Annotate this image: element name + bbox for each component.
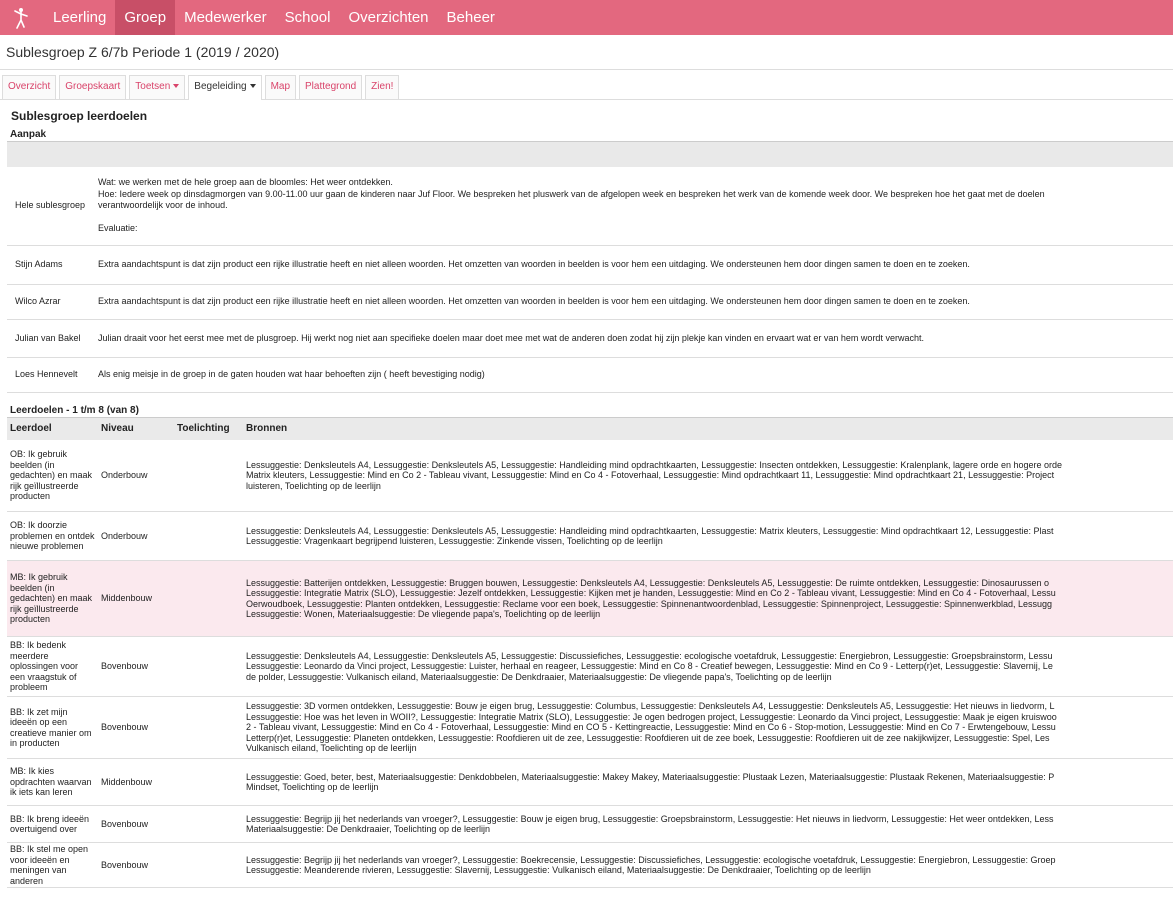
aanpak-row [7,320,1173,358]
table-row[interactable] [7,512,1173,561]
leerdoelen-table [7,417,1173,888]
niveau-cell: Bovenbouw [98,843,174,888]
bron-line: Letterp(r)et, Lessuggestie: Planeten ontdekken, Lessuggestie: Roofdieren uit de zee, Lessuggestie: Roofdieren uit de zee boek, Lessuggestie: Roofdieren uit de zee nakijkwijzer, Lessuggestie: Spel, Les [246,732,1050,743]
leerdoel-cell: BB: Ik bedenk meerdere oplossingen voor een vraagstuk of probleem [7,637,98,697]
tab-overzicht[interactable] [2,75,56,99]
aanpak-row [7,285,1173,320]
toelichting-cell [174,561,243,637]
bronnen-cell [243,637,1173,697]
aanpak-line: Als enig meisje in de groep in de gaten houden wat haar behoeften zijn ( heeft bevestiging nodig) [98,369,485,380]
bron-line: Lessuggestie: Goed, beter, best, Materiaalsuggestie: Denkdobbelen, Materiaalsuggestie: Makey Makey, Materiaalsuggestie: Plustaak Lezen, Materiaalsuggestie: Plustaak Rekenen, Materiaalsuggestie: P [246,771,1055,782]
aanpak-text [92,358,1173,392]
bron-line: Lessuggestie: Meanderende rivieren, Lessuggestie: Slavernij, Lessuggestie: Vulkanisch eiland, Materiaalsuggestie: De Denkdraaier, Toelichting op de leerlijn [246,865,871,875]
leerdoel-cell: MB: Ik kies opdrachten waarvan ik iets kan leren [7,759,98,806]
table-header-row [7,418,1173,440]
toelichting-cell [174,806,243,843]
section-title: Sublesgroep leerdoelen [11,109,148,123]
niveau-cell: Bovenbouw [98,637,174,697]
bron-line: Lessuggestie: Denksleutels A4, Lessuggestie: Denksleutels A5, Lessuggestie: Discussiefiches, Lessuggestie: ecologische voetafdruk, Lessuggestie: Energiebron, Lessuggestie: Groepsbrainstorm, Lessu [246,650,1053,661]
niveau-cell: Onderbouw [98,440,174,512]
tab-plattegrond[interactable] [299,75,362,99]
nav-item-beheer[interactable]: Beheer [446,9,495,26]
bron-line: Lessuggestie: Begrijp jij het nederlands van vroeger?, Lessuggestie: Bouw je eigen brug, Lessuggestie: Groepsbrainstorm, Lessuggestie: Het nieuws in liedvorm, Lessuggestie: Het weer ontdekken, Less [246,813,1054,824]
tab-toetsen[interactable] [129,75,185,99]
student-name: Wilco Azrar [15,296,61,307]
aanpak-row [7,358,1173,393]
toelichting-cell [174,637,243,697]
leerdoel-cell: OB: Ik gebruik beelden (in gedachten) en maak rijk geïllustreerde producten [7,440,98,512]
student-name: Stijn Adams [15,259,63,270]
aanpak-list [7,167,1173,393]
leerdoel-cell: BB: Ik breng ideeën overtuigend over [7,806,98,843]
bron-line: Mindset, Toelichting op de leerlijn [246,782,379,792]
table-row[interactable] [7,759,1173,806]
aanpak-text-lines [98,259,970,271]
bron-line: Lessuggestie: Leonardo da Vinci project, Lessuggestie: Luister, herhaal en reageer, Lessuggestie: Mind en Co 8 - Creatief bewegen, Lessuggestie: Mind en Co 9 - Letterp(r)et, Lessuggestie: Slavernij, Le [246,661,1053,672]
bronnen-cell [243,561,1173,637]
bronnen-cell [243,512,1173,561]
bron-line: Lessuggestie: Hoe was het leven in WOII?, Lessuggestie: Integratie Matrix (SLO), Lessuggestie: Je ogen bedrogen project, Lessuggestie: Leonardo da Vinci project, Lessuggestie: Maak je eigen kruiswoo [246,711,1057,722]
aanpak-text-lines [98,177,1045,235]
tab-label: Toetsen [135,81,171,92]
aanpak-line: Evaluatie: [98,223,138,234]
dancer-logo-icon[interactable] [10,7,32,29]
aanpak-row [7,167,1173,246]
niveau-cell: Middenbouw [98,561,174,637]
aanpak-text [92,246,1173,284]
bron-line: 2 - Tableau vivant, Lessuggestie: Mind en Co 4 - Fotoverhaal, Lessuggestie: Mind en CO 5 - Kettingreactie, Lessuggestie: Mind en Co 6 - Stop-motion, Lessuggestie: Mind en Co 7 - Erwtengebouw, Lessu [246,722,1056,733]
aanpak-text-lines [98,369,485,381]
tab-begeleiding[interactable] [188,75,261,100]
tab-groepskaart[interactable] [59,75,126,99]
bron-line: Lessuggestie: Denksleutels A4, Lessuggestie: Denksleutels A5, Lessuggestie: Handleiding mind opdrachtkaarten, Lessuggestie: Insecten ontdekken, Lessuggestie: Kralenplank, lagere orde en hogere orde [246,459,1063,470]
table-row[interactable] [7,843,1173,888]
bron-line: Lessuggestie: 3D vormen ontdekken, Lessuggestie: Bouw je eigen brug, Lessuggestie: Columbus, Lessuggestie: Denksleutels A4, Lessuggestie: Denksleutels A5, Lessuggestie: Het nieuws in liedvorm, L [246,701,1055,712]
bron-line: Matrix kleuters, Lessuggestie: Mind en Co 2 - Tableau vivant, Lessuggestie: Mind en Co 4 - Fotoverhaal, Lessuggestie: Mind opdrachtkaart 11, Lessuggestie: Mind opdrachtkaart 21, Lessuggestie: Project [246,470,1055,480]
bronnen-cell [243,440,1173,512]
main-content [0,108,1173,888]
bron-line: Vulkanisch eiland, Toelichting op de leerlijn [246,743,417,754]
bron-line: luisteren, Toelichting op de leerlijn [246,480,381,491]
leerdoel-cell: BB: Ik stel me open voor ideeën en meningen van anderen [7,843,98,888]
table-row[interactable] [7,637,1173,697]
tab-label: Plattegrond [305,81,357,92]
toelichting-cell [174,697,243,759]
top-navigation [0,0,1173,35]
bron-line: Lessuggestie: Batterijen ontdekken, Lessuggestie: Bruggen bouwen, Lessuggestie: Denksleutels A4, Lessuggestie: Denksleutels A5, Lessuggestie: De ruimte ontdekken, Lessuggestie: Dinosaurussen o [246,577,1050,588]
table-row[interactable] [7,697,1173,759]
bron-line: Materiaalsuggestie: De Denkdraaier, Toelichting op de leerlijn [246,824,490,834]
toelichting-cell [174,512,243,561]
bronnen-cell [243,759,1173,806]
nav-item-groep[interactable]: Groep [115,0,175,35]
student-name: Hele sublesgroep [15,200,86,211]
aanpak-text [92,167,1173,245]
tab-map[interactable] [265,75,296,99]
column-header-niveau[interactable]: Niveau [98,418,174,440]
niveau-cell: Bovenbouw [98,806,174,843]
column-header-toelichting[interactable]: Toelichting [174,418,243,440]
bron-line: Oerwoudboek, Lessuggestie: Planten ontdekken, Lessuggestie: Reclame voor een boek, Lessuggestie: Spinnenantwoordenblad, Lessuggestie: Spinnenproject, Lessuggestie: Spinnenwerkblad, Lessugg [246,598,1053,609]
aanpak-line [98,212,1045,224]
nav-item-overzichten[interactable]: Overzichten [348,9,429,26]
leerdoelen-title: Leerdoelen - 1 t/m 8 (van 8) [10,405,139,416]
aanpak-text [92,285,1173,319]
nav-item-school[interactable]: School [284,9,331,26]
aanpak-text-lines [98,333,924,345]
student-name: Loes Hennevelt [15,369,78,380]
column-header-leerdoel[interactable]: Leerdoel [7,418,98,440]
tab-label: Overzicht [8,81,51,92]
aanpak-header-bar [7,141,1173,167]
table-row[interactable] [7,561,1173,637]
toelichting-cell [174,440,243,512]
bron-line: Lessuggestie: Vragenkaart begrijpend luisteren, Lessuggestie: Zinkende vissen, Toelichting op de leerlijn [246,536,663,546]
leerdoel-cell: OB: Ik doorzie problemen en ontdek nieuwe problemen [7,512,98,561]
aanpak-text-lines [98,296,970,308]
bron-line: Lessuggestie: Denksleutels A4, Lessuggestie: Denksleutels A5, Lessuggestie: Handleiding mind opdrachtkaarten, Lessuggestie: Matrix kleuters, Lessuggestie: Mind opdrachtkaart 12, Lessuggestie: Plast [246,525,1054,536]
tab-label: Begeleiding [194,81,247,92]
leerdoel-cell: MB: Ik gebruik beelden (in gedachten) en maak rijk geïllustreerde producten [7,561,98,637]
aanpak-line: Extra aandachtspunt is dat zijn product een rijke illustratie heeft en niet alleen woorden. Het omzetten van woorden in beelden is voor hem een uitdaging. We ondersteunen hem door dingen samen te doen en te zoeken. [98,259,970,270]
tab-label: Map [270,81,291,92]
bron-line: Lessuggestie: Begrijp jij het nederlands van vroeger?, Lessuggestie: Boekrecensie, Lessuggestie: Discussiefiches, Lessuggestie: ecologische voetafdruk, Lessuggestie: Energiebron, Lessuggestie: Groep [246,854,1056,865]
niveau-cell: Middenbouw [98,759,174,806]
nav-item-medewerker[interactable]: Medewerker [184,9,267,26]
bron-line: Lessuggestie: Integratie Matrix (SLO), Lessuggestie: Jezelf ontdekken, Lessuggestie: Kijken met je handen, Lessuggestie: Mind en Co 2 - Tableau vivant, Lessuggestie: Mind en Co 4 - Fotoverhaal, Lessu [246,588,1056,598]
group-title: Sublesgroep Z 6/7b Periode 1 (2019 / 2020) [6,44,280,60]
table-row[interactable] [7,806,1173,843]
aanpak-row [7,246,1173,285]
chevron-down-icon [250,84,256,88]
column-header-bronnen[interactable]: Bronnen [243,418,1173,440]
bron-line: de polder, Lessuggestie: Vulkanisch eiland, Materiaalsuggestie: De Denkdraaier, Materiaalsuggestie: De vliegende papa's, Toelichting op de leerlijn [246,671,832,682]
tab-label: Zien! [371,81,394,92]
bronnen-cell [243,843,1173,888]
aanpak-line: Julian draait voor het eerst mee met de plusgroep. Hij werkt nog niet aan specifieke doelen maar doet mee met wat de anderen doen zodat hij zijn plekje kan vinden en ervaart wat er van hem wordt verwacht. [98,332,924,343]
niveau-cell: Onderbouw [98,512,174,561]
tab-zien[interactable] [365,75,399,99]
student-name: Julian van Bakel [15,332,81,343]
niveau-cell: Bovenbouw [98,697,174,759]
chevron-down-icon [173,84,179,88]
toelichting-cell [174,759,243,806]
aanpak-title: Aanpak [10,129,47,140]
aanpak-line: Extra aandachtspunt is dat zijn product een rijke illustratie heeft en niet alleen woorden. Het omzetten van woorden in beelden is voor hem een uitdaging. We ondersteunen hem door dingen samen te doen en te zoeken. [98,296,970,307]
group-header [0,35,1173,70]
aanpak-line: verantwoordelijk voor de inhoud. [98,200,228,211]
aanpak-line: Hoe: Iedere week op dinsdagmorgen van 9.00-11.00 uur gaan de kinderen naar Juf Floor. We bespreken het pluswerk van de afgelopen week en bespreken het werk van de komende week door. We bespreken hoe het gaat met de doelen [98,188,1045,199]
toelichting-cell [174,843,243,888]
bronnen-cell [243,806,1173,843]
nav-item-leerling[interactable]: Leerling [53,9,107,26]
leerdoel-cell: BB: Ik zet mijn ideeën op een creatieve manier om in producten [7,697,98,759]
bronnen-cell [243,697,1173,759]
aanpak-text [92,320,1173,357]
table-row[interactable] [7,440,1173,512]
bron-line: Lessuggestie: Wonen, Materiaalsuggestie: De vliegende papa's, Toelichting op de leerlijn [246,609,601,619]
sub-tabs [0,70,1173,100]
aanpak-line: Wat: we werken met de hele groep aan de bloomles: Het weer ontdekken. [98,177,393,188]
tab-label: Groepskaart [65,81,121,92]
